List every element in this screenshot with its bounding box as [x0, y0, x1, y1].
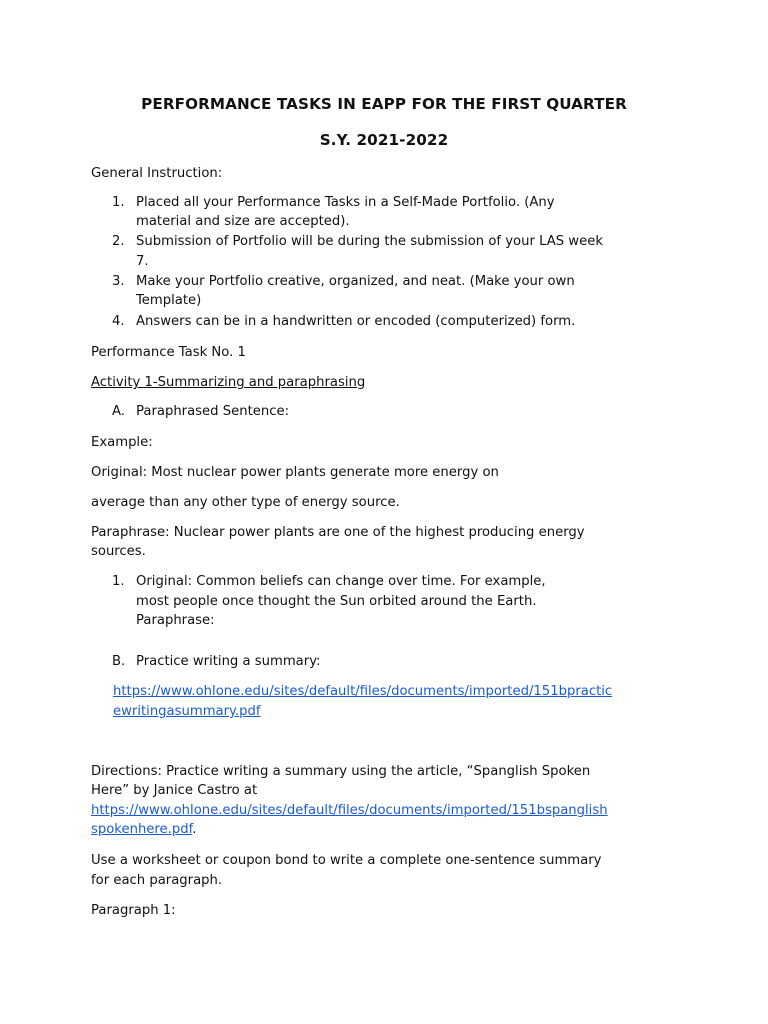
section-a-title: Paraphrased Sentence: — [136, 404, 290, 419]
spanglish-link-line — [91, 801, 608, 821]
section-a-letter: A. — [112, 404, 125, 419]
document-title: PERFORMANCE TASKS IN EAPP FOR THE FIRST QUARTER — [141, 95, 627, 113]
worksheet-instruction: Use a worksheet or coupon bond to write a complete one-sentence summary — [91, 853, 602, 868]
worksheet-instruction: for each paragraph. — [91, 873, 223, 888]
practice-summary-link-continued[interactable]: ewritingasummary.pdf — [113, 704, 261, 719]
paragraph-1-label: Paragraph 1: — [91, 903, 176, 918]
task-heading: Performance Task No. 1 — [91, 345, 246, 360]
section-b-title: Practice writing a summary: — [136, 654, 321, 669]
instruction-text: Placed all your Performance Tasks in a Self-Made Portfolio. (Any — [136, 195, 555, 210]
exercise-number: 1. — [112, 574, 125, 589]
practice-summary-link[interactable]: https://www.ohlone.edu/sites/default/files/documents/imported/151bpractic — [113, 684, 613, 699]
exercise-text: most people once thought the Sun orbited around the Earth. — [136, 594, 537, 609]
exercise-paraphrase-label: Paraphrase: — [136, 613, 215, 628]
directions-text: Directions: Practice writing a summary using the article, “Spanglish Spoken — [91, 764, 591, 779]
instruction-number: 1. — [112, 195, 125, 210]
instruction-text: material and size are accepted). — [136, 214, 350, 229]
activity-heading: Activity 1-Summarizing and paraphrasing — [91, 375, 366, 390]
spanglish-link-line — [91, 820, 196, 840]
school-year: S.Y. 2021-2022 — [319, 131, 449, 149]
link-period: . — [192, 822, 197, 837]
directions-text: Here” by Janice Castro at — [91, 783, 258, 798]
spanglish-article-link-continued[interactable]: spokenhere.pdf — [91, 822, 193, 837]
instruction-text: 7. — [136, 254, 149, 269]
section-b-letter: B. — [112, 654, 126, 669]
instruction-number: 3. — [112, 274, 125, 289]
instruction-number: 4. — [112, 314, 125, 329]
exercise-text: Original: Common beliefs can change over time. For example, — [136, 574, 546, 589]
instruction-number: 2. — [112, 234, 125, 249]
general-instruction-heading: General Instruction: — [91, 166, 223, 181]
example-label: Example: — [91, 435, 153, 450]
example-paraphrase-text: Paraphrase: Nuclear power plants are one of the highest producing energy — [91, 525, 585, 540]
instruction-text: Answers can be in a handwritten or encoded (computerized) form. — [136, 314, 576, 329]
example-paraphrase-text: sources. — [91, 544, 146, 559]
instruction-text: Submission of Portfolio will be during the submission of your LAS week — [136, 234, 603, 249]
example-original-text: average than any other type of energy source. — [91, 495, 400, 510]
instruction-text: Template) — [136, 293, 202, 308]
example-original-text: Original: Most nuclear power plants generate more energy on — [91, 465, 499, 480]
spanglish-article-link[interactable]: https://www.ohlone.edu/sites/default/files/documents/imported/151bspanglish — [91, 803, 608, 818]
instruction-text: Make your Portfolio creative, organized, and neat. (Make your own — [136, 274, 575, 289]
